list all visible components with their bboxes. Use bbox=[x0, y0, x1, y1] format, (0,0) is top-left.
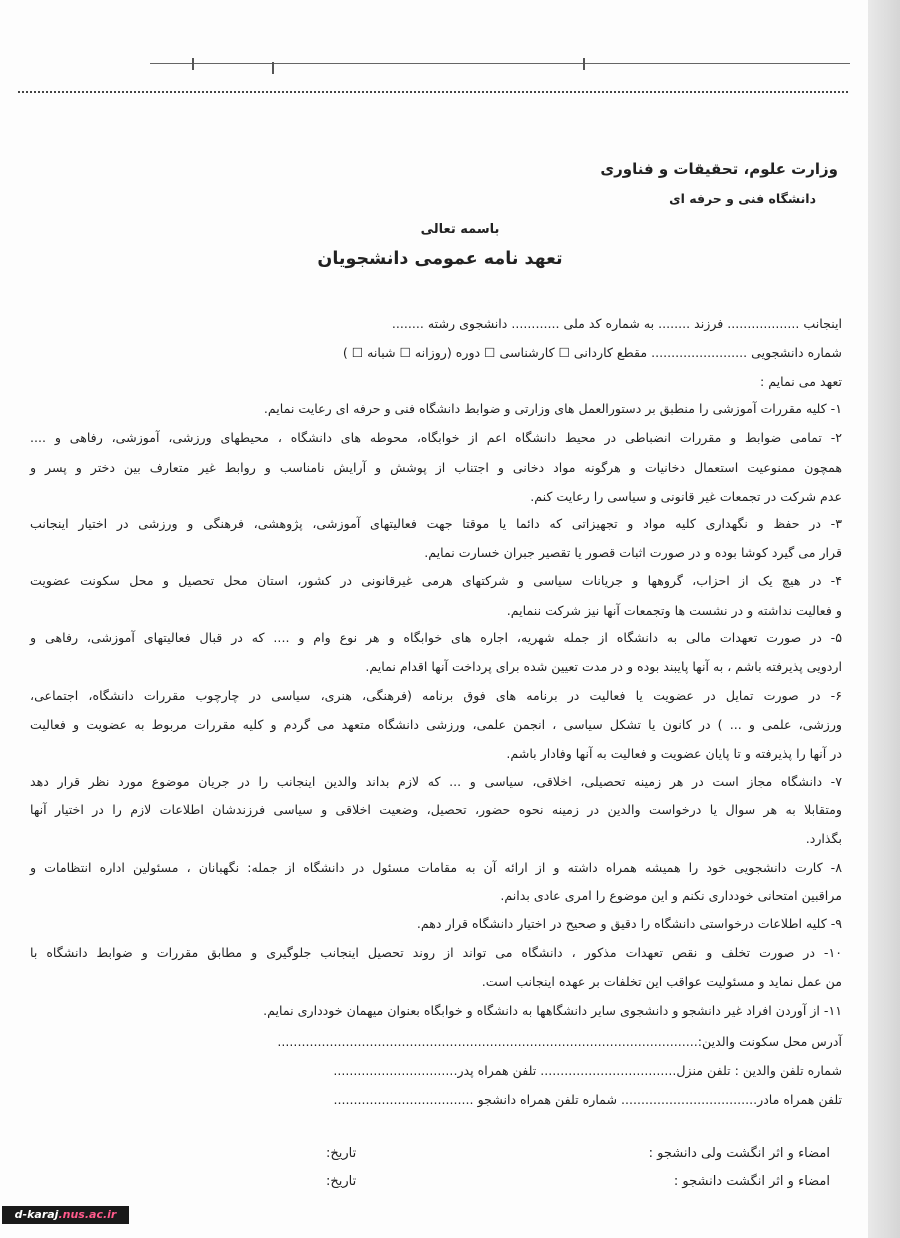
clause-10-cont: من عمل نماید و مسئولیت عواقب این تخلفات بر عهده اینجانب است. bbox=[481, 974, 842, 989]
date-label-2: تاریخ: bbox=[326, 1174, 357, 1189]
invocation: باسمه تعالی bbox=[420, 222, 500, 237]
rule-tick bbox=[192, 58, 194, 70]
clause-6: ۶- در صورت تمایل در عضویت یا فعالیت در برنامه های فوق برنامه (فرهنگی، هنری، سیاسی در چارچوب مقررات دانشگاه، اجتماعی، bbox=[30, 688, 842, 703]
site-badge-suffix: .nus.ac.ir bbox=[58, 1208, 117, 1221]
clause-3: ۳- در حفظ و نگهداری کلیه مواد و تجهیزاتی که دائما یا موقتا جهت فعالیتهای آموزشی، پژوهشی، فرهنگی و ورزشی در اختیار اینجانب bbox=[30, 516, 842, 531]
clause-7-cont: ومتقابلا به هر سوال یا درخواست والدین در زمینه نحوه حضور، تحصیل، وضعیت اخلاقی و سیاسی فرزندشان اطلاعات لازم را در اختیار آنها bbox=[30, 802, 842, 817]
clause-2-cont: همچون ممنوعیت استعمال دخانیات و هرگونه مواد دخانی و اجتناب از پوشش و آرایش نامناسب و روابط غیر متعارف بین دختر و پسر و bbox=[30, 460, 842, 475]
clause-4: ۴- در هیچ یک از احزاب، گروهها و جریانات سیاسی و شرکتهای هرمی غیرقانونی در کشور، استان محل تحصیل و محل سکونت عضویت bbox=[30, 573, 842, 588]
site-badge bbox=[2, 1206, 129, 1224]
clause-2-cont: عدم شرکت در تجمعات غیر قانونی و سیاسی را رعایت کنم. bbox=[530, 489, 842, 504]
clause-5-cont: اردویی پذیرفته باشم ، به آنها پایبند بوده و در مدت تعیین شده برای پرداخت آنها اقدام نمایم. bbox=[365, 659, 842, 674]
top-rule bbox=[150, 63, 850, 64]
clause-1: ۱- کلیه مقررات آموزشی را منطبق بر دستورالعمل های وزارتی و ضوابط دانشگاه فنی و حرفه ای رعایت نمایم. bbox=[263, 401, 842, 416]
ministry-name: وزارت علوم، تحقیقات و فناوری bbox=[600, 160, 838, 178]
document-title: تعهد نامه عمومی دانشجویان bbox=[317, 249, 563, 269]
header-rule bbox=[18, 91, 848, 93]
intro-line-3: تعهد می نمایم : bbox=[759, 374, 842, 389]
clause-6-cont: در آنها را پذیرفته و تا پایان عضویت و فعالیت به آنها وفادار باشم. bbox=[506, 746, 842, 761]
date-label-1: تاریخ: bbox=[326, 1146, 357, 1161]
clause-9: ۹- کلیه اطلاعات درخواستی دانشگاه را دقیق و صحیح در اختیار دانشگاه قرار دهم. bbox=[416, 916, 842, 931]
parents-address-field: آدرس محل سکونت والدین:......................................................................................................... bbox=[277, 1034, 842, 1049]
parents-phone-field: شماره تلفن والدین : تلفن منزل.................................. تلفن همراه پدر............................... bbox=[333, 1063, 842, 1078]
site-badge-prefix: d-karaj bbox=[14, 1208, 59, 1221]
student-signature-label: امضاء و اثر انگشت دانشجو : bbox=[673, 1174, 830, 1189]
clause-4-cont: و فعالیت نداشته و در نشست ها وتجمعات آنها نیز شرکت ننمایم. bbox=[506, 603, 842, 618]
clause-7-cont: بگذارد. bbox=[805, 831, 842, 846]
intro-line-1: اینجانب .................. فرزند ........ به شماره کد ملی ............ دانشجوی رشته ........ bbox=[391, 316, 842, 331]
mobile-phone-field: تلفن همراه مادر.................................. شماره تلفن همراه دانشجو ................................... bbox=[333, 1092, 842, 1107]
intro-line-2: شماره دانشجویی ........................ مقطع کاردانی ☐ کارشناسی ☐ دوره (روزانه ☐ شبانه ☐ ) bbox=[342, 345, 842, 360]
clause-10: ۱۰- در صورت تخلف و نقص تعهدات مذکور ، دانشگاه می تواند از روند تحصیل اینجانب جلوگیری و مطابق مقررات و ضوابط دانشگاه با bbox=[30, 945, 842, 960]
clause-5: ۵- در صورت تعهدات مالی به دانشگاه از جمله شهریه، اجاره های خوابگاه و هر نوع وام و .... که در قبال فعالیتهای آموزشی، رفاهی و bbox=[30, 630, 842, 645]
clause-8-cont: مراقبین امتحانی خودداری نکنم و این موضوع را امری عادی بدانم. bbox=[500, 888, 842, 903]
clause-6-cont: ورزشی، علمی و ... ) در کانون یا تشکل سیاسی ، انجمن علمی، ورزشی دانشگاه متعهد می گردم و کلیه مقررات مربوط به عضویت و فعالیت bbox=[30, 717, 842, 732]
clause-2: ۲- تمامی ضوابط و مقررات انضباطی در محیط دانشگاه اعم از خوابگاه، محوطه های دانشگاه ، محیطهای ورزشی، آموزشی، رفاهی و .... bbox=[30, 430, 842, 445]
scan-edge bbox=[868, 0, 900, 1238]
rule-tick bbox=[583, 58, 585, 70]
university-name: دانشگاه فنی و حرفه ای bbox=[669, 191, 816, 206]
clause-7: ۷- دانشگاه مجاز است در هر زمینه تحصیلی، اخلاقی، سیاسی و ... که لازم بداند والدین اینجانب را در جریان موضوع مورد نظر قرار دهد bbox=[30, 774, 842, 789]
guardian-signature-label: امضاء و اثر انگشت ولی دانشجو : bbox=[648, 1146, 830, 1161]
clause-11: ۱۱- از آوردن افراد غیر دانشجو و دانشجوی سایر دانشگاهها به دانشگاه و خوابگاه بعنوان میهمان خودداری نمایم. bbox=[263, 1003, 842, 1018]
rule-tick bbox=[272, 62, 274, 74]
clause-3-cont: قرار می گیرد کوشا بوده و در صورت اثبات قصور یا تقصیر جبران خسارت نمایم. bbox=[424, 545, 842, 560]
clause-8: ۸- کارت دانشجویی خود را همیشه همراه داشته و از ارائه آن به مقامات مسئول در دانشگاه از جمله: نگهبانان ، مسئولین اداره انتظامات و bbox=[30, 860, 842, 875]
